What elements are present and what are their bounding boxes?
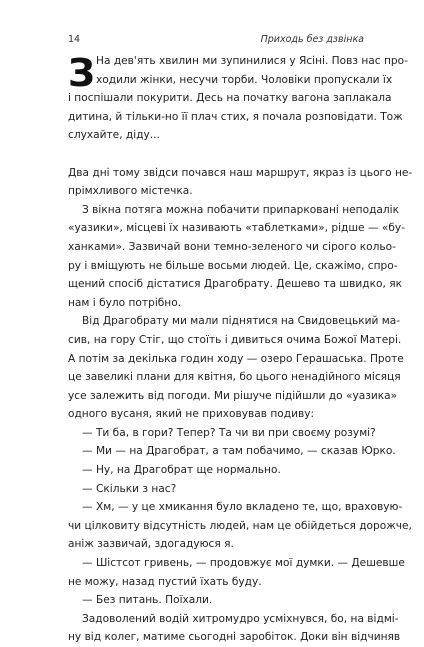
- text-line: усе залежить від погоди. Ми рішуче підійшли до «уазика»: [68, 389, 398, 402]
- text-line: Від Драгобрату ми мали піднятися на Свидовецький ма-: [82, 315, 401, 328]
- text-line: слухайте, діду...: [68, 129, 160, 142]
- text-line: На дев'ять хвилин ми зупинилися у Ясіні. Повз нас про-: [96, 55, 408, 67]
- text-line: це завеликі плани для квітня, бо цього ненадійного місяця: [68, 371, 401, 384]
- page-header: [68, 34, 364, 48]
- drop-cap: З: [68, 51, 95, 95]
- body-text: [68, 51, 413, 647]
- text-line: аніж зазвичай, здогадуюся я.: [68, 538, 234, 551]
- text-line: ханками». Зазвичай вони темно-зеленого чи сірого кольо-: [68, 240, 396, 253]
- text-line: З вікна потяга можна побачити припарковані неподалік: [82, 203, 400, 216]
- page-number: 14: [68, 34, 81, 45]
- text-line: нам і було потрібно.: [68, 296, 182, 309]
- text-line: — Хм, — у це хмикання було вкладено те, що, враховую-: [82, 501, 403, 514]
- text-line: ходили жінки, несучи торби. Чоловіки пропускали їх: [96, 73, 393, 86]
- text-line: і поспішали покурити. Десь на початку вагона заплакала: [68, 92, 392, 105]
- text-line: — Ну, на Драгобрат ще нормально.: [82, 464, 281, 477]
- text-line: — Без питань. Поїхали.: [82, 594, 213, 607]
- text-line: А потім за декілька годин ходу — озеро Герашаська. Проте: [68, 352, 404, 365]
- text-line: — Ти ба, в гори? Тепер? Та чи ви при своєму розумі?: [82, 426, 376, 439]
- text-line: щений спосіб дістатися Драгобрату. Дешево та швидко, як: [68, 278, 402, 291]
- text-line: «уазики», місцеві їх називають «таблетками», рідше — «бу-: [68, 222, 406, 235]
- running-title: Приходь без дзвінка: [260, 34, 364, 45]
- text-line: дитина, й тільки-но її плач стих, я почала розповідати. Тож: [68, 110, 403, 123]
- text-line: прімхливого містечка.: [68, 185, 193, 198]
- text-line: ру і вміщують не більше восьми людей. Це, скажімо, спро-: [68, 259, 398, 272]
- paragraph-gap: [68, 145, 364, 164]
- text-line: Задоволений водій хитромудро усміхнувся, бо, на відмі-: [82, 612, 399, 625]
- text-line: — Скільки з нас?: [82, 482, 177, 495]
- text-line: чи цілковиту відсутність людей, нам це обійдеться дорожче,: [68, 519, 412, 532]
- text-line: сив, на гору Стіг, що стоїть і дивиться очима Божої Матері.: [68, 333, 402, 346]
- text-line: — Ми — на Драгобрат, а там побачимо, — сказав Юрко.: [82, 445, 396, 458]
- text-line: — Шістсот гривень, — продовжує мої думки. — Дешевше: [82, 557, 405, 570]
- text-line: одного вусаня, який не приховував подиву:: [68, 408, 315, 421]
- text-line: не можу, назад пустий їхать буду.: [68, 575, 262, 588]
- text-line: Два дні тому звідси почався наш маршрут, якраз із цього не-: [68, 166, 413, 179]
- text-line: ну від колег, матиме сьогодні заробіток. Доки він відчиняв: [68, 631, 401, 644]
